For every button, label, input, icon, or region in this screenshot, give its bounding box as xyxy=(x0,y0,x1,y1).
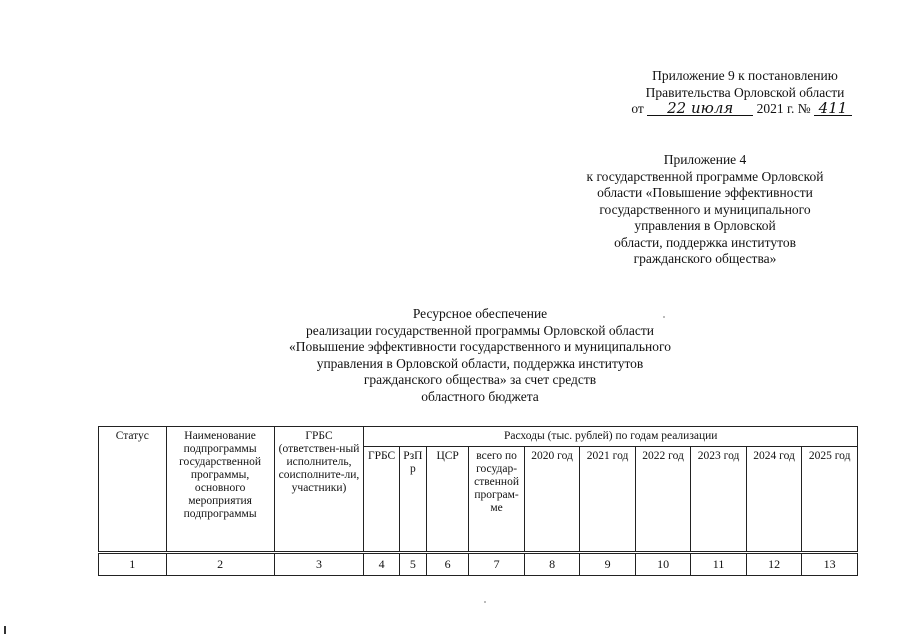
subheader-2024: 2024 год xyxy=(746,447,802,553)
appendix4-line: Приложение 4 xyxy=(663,152,747,167)
subheader-grbs: ГРБС xyxy=(364,447,399,553)
title-line: «Повышение эффективности государственного и муниципального xyxy=(289,339,671,354)
appendix9-line1: Приложение 9 к постановлению xyxy=(652,68,838,83)
column-number: 5 xyxy=(399,553,426,576)
subheader-2023: 2023 год xyxy=(691,447,747,553)
column-number-row xyxy=(99,553,858,576)
resource-table xyxy=(98,426,858,576)
scan-mark xyxy=(4,626,6,634)
appendix9-year: 2021 г. № xyxy=(756,101,811,116)
header-grbs: ГРБС (ответствен-ный исполнитель, соисполните-ли, участники) xyxy=(274,427,364,553)
title-line: Ресурсное обеспечение xyxy=(412,306,548,321)
appendix4-line: к государственной программе Орловской xyxy=(586,168,824,184)
column-number: 12 xyxy=(746,553,802,576)
appendix4-line: государственного и муниципального xyxy=(599,201,811,217)
subheader-2021: 2021 год xyxy=(580,447,636,553)
scan-dust xyxy=(663,316,665,318)
column-number: 9 xyxy=(580,553,636,576)
scan-dust xyxy=(484,601,486,603)
header-row-1 xyxy=(99,427,858,447)
handwritten-number: 411 xyxy=(814,101,852,116)
column-number: 7 xyxy=(469,553,525,576)
column-number: 11 xyxy=(691,553,747,576)
header-status: Статус xyxy=(99,427,167,553)
title-line: областного бюджета xyxy=(421,388,539,404)
appendix4-line: области, поддержка институтов xyxy=(614,234,796,250)
appendix4-header xyxy=(555,152,855,268)
appendix9-prefix: от xyxy=(631,101,644,116)
column-number: 3 xyxy=(274,553,364,576)
title-line: гражданского общества» за счет средств xyxy=(363,372,597,387)
appendix9-date-line xyxy=(600,101,890,118)
column-number: 6 xyxy=(426,553,468,576)
column-number: 1 xyxy=(99,553,167,576)
column-number: 8 xyxy=(524,553,580,576)
appendix4-line: гражданского общества» xyxy=(633,251,777,266)
appendix4-line: управления в Орловской xyxy=(634,218,776,233)
column-number: 2 xyxy=(166,553,274,576)
subheader-rzpr: РзП р xyxy=(399,447,426,553)
appendix9-line2: Правительства Орловской области xyxy=(645,84,845,100)
subheader-2022: 2022 год xyxy=(635,447,691,553)
subheader-csr: ЦСР xyxy=(426,447,468,553)
column-number: 4 xyxy=(364,553,399,576)
subheader-2025: 2025 год xyxy=(802,447,858,553)
header-name: Наименование подпрограммы государственной программы, основного мероприятия подпрограммы xyxy=(166,427,274,553)
appendix4-line: области «Повышение эффективности xyxy=(597,185,813,200)
column-number: 10 xyxy=(635,553,691,576)
subheader-2020: 2020 год xyxy=(524,447,580,553)
column-number: 13 xyxy=(802,553,858,576)
appendix9-header xyxy=(600,68,890,118)
document-title xyxy=(220,306,740,405)
title-line: реализации государственной программы Орловской области xyxy=(306,322,654,338)
subheader-total: всего по государ-ственной програм-ме xyxy=(469,447,525,553)
header-expenses: Расходы (тыс. рублей) по годам реализации xyxy=(364,427,858,447)
title-line: управления в Орловской области, поддержка институтов xyxy=(316,355,644,371)
handwritten-date: 22 июля xyxy=(647,101,753,116)
